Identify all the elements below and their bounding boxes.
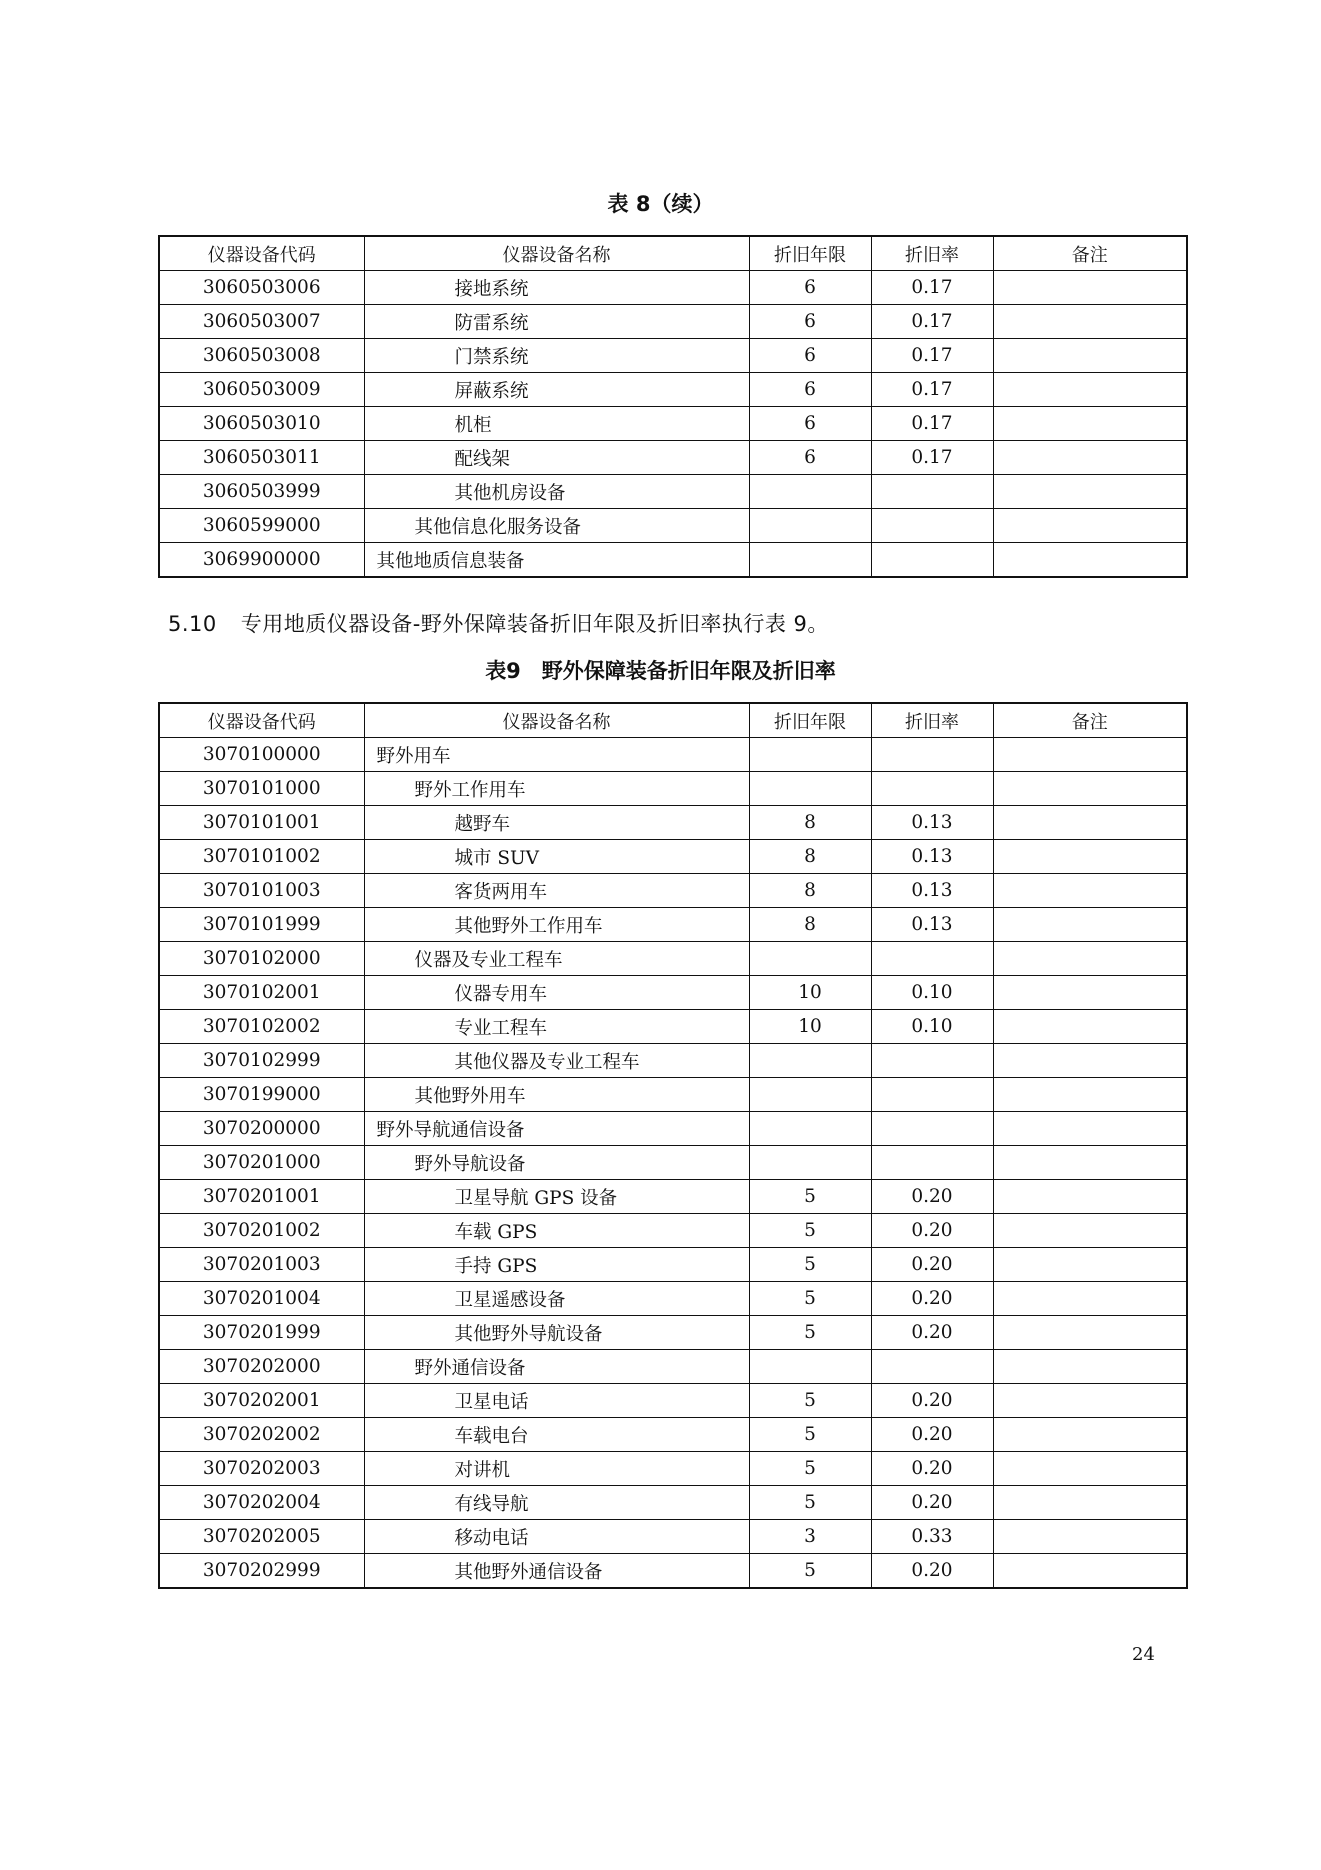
note-cell <box>993 772 1187 806</box>
note-cell <box>993 407 1187 441</box>
rate-cell: 0.17 <box>871 407 993 441</box>
name-cell: 野外导航通信设备 <box>364 1112 749 1146</box>
code-cell: 3070199000 <box>159 1078 364 1112</box>
table-row <box>159 1418 1187 1452</box>
note-cell <box>993 1044 1187 1078</box>
rate-cell: 0.33 <box>871 1520 993 1554</box>
table-row <box>159 1180 1187 1214</box>
rate-cell: 0.20 <box>871 1180 993 1214</box>
table8-caption: 表 8（续） <box>607 192 714 216</box>
years-cell: 5 <box>749 1384 871 1418</box>
code-cell: 3070202004 <box>159 1486 364 1520</box>
name-cell: 有线导航 <box>364 1486 749 1520</box>
header-note: 备注 <box>993 236 1187 271</box>
name-cell: 配线架 <box>364 441 749 475</box>
years-cell: 3 <box>749 1520 871 1554</box>
note-cell <box>993 908 1187 942</box>
table-row <box>159 509 1187 543</box>
years-cell: 6 <box>749 373 871 407</box>
name-cell: 仪器专用车 <box>364 976 749 1010</box>
rate-cell: 0.20 <box>871 1418 993 1452</box>
years-cell <box>749 475 871 509</box>
table-row <box>159 271 1187 305</box>
name-cell: 客货两用车 <box>364 874 749 908</box>
code-cell: 3070102001 <box>159 976 364 1010</box>
table-row <box>159 874 1187 908</box>
name-cell: 卫星电话 <box>364 1384 749 1418</box>
name-cell: 野外工作用车 <box>364 772 749 806</box>
code-cell: 3070201003 <box>159 1248 364 1282</box>
note-cell <box>993 1520 1187 1554</box>
table-row <box>159 1112 1187 1146</box>
table-row <box>159 772 1187 806</box>
rate-cell: 0.10 <box>871 1010 993 1044</box>
name-cell: 其他野外用车 <box>364 1078 749 1112</box>
table-row <box>159 942 1187 976</box>
header-years: 折旧年限 <box>749 703 871 738</box>
table9 <box>158 702 1188 1589</box>
note-cell <box>993 1486 1187 1520</box>
note-cell <box>993 840 1187 874</box>
header-code: 仪器设备代码 <box>159 236 364 271</box>
code-cell: 3060503009 <box>159 373 364 407</box>
table-row <box>159 305 1187 339</box>
rate-cell: 0.20 <box>871 1486 993 1520</box>
years-cell: 10 <box>749 976 871 1010</box>
name-cell: 门禁系统 <box>364 339 749 373</box>
code-cell: 3070201002 <box>159 1214 364 1248</box>
rate-cell: 0.17 <box>871 441 993 475</box>
section-number: 5.10 <box>168 612 217 636</box>
table8-body <box>159 271 1187 578</box>
code-cell: 3070202000 <box>159 1350 364 1384</box>
name-cell: 对讲机 <box>364 1452 749 1486</box>
table-row <box>159 1350 1187 1384</box>
years-cell: 8 <box>749 874 871 908</box>
name-cell: 其他仪器及专业工程车 <box>364 1044 749 1078</box>
code-cell: 3070101001 <box>159 806 364 840</box>
rate-cell: 0.13 <box>871 908 993 942</box>
name-cell: 其他野外通信设备 <box>364 1554 749 1589</box>
table-row <box>159 475 1187 509</box>
note-cell <box>993 1282 1187 1316</box>
rate-cell <box>871 509 993 543</box>
rate-cell: 0.20 <box>871 1316 993 1350</box>
table-row <box>159 441 1187 475</box>
header-years: 折旧年限 <box>749 236 871 271</box>
note-cell <box>993 1452 1187 1486</box>
code-cell: 3060503011 <box>159 441 364 475</box>
rate-cell: 0.20 <box>871 1214 993 1248</box>
rate-cell: 0.20 <box>871 1554 993 1589</box>
rate-cell: 0.20 <box>871 1452 993 1486</box>
note-cell <box>993 1384 1187 1418</box>
table-row <box>159 1486 1187 1520</box>
section-paragraph <box>168 608 829 638</box>
table8-header-row <box>159 236 1187 271</box>
table-row <box>159 1316 1187 1350</box>
code-cell: 3060503007 <box>159 305 364 339</box>
rate-cell <box>871 1350 993 1384</box>
table-row <box>159 1452 1187 1486</box>
name-cell: 城市 SUV <box>364 840 749 874</box>
years-cell: 5 <box>749 1486 871 1520</box>
name-cell: 防雷系统 <box>364 305 749 339</box>
table-row <box>159 407 1187 441</box>
name-cell: 手持 GPS <box>364 1248 749 1282</box>
header-name: 仪器设备名称 <box>364 236 749 271</box>
table-row <box>159 908 1187 942</box>
rate-cell: 0.17 <box>871 339 993 373</box>
years-cell <box>749 1350 871 1384</box>
note-cell <box>993 874 1187 908</box>
code-cell: 3060503006 <box>159 271 364 305</box>
years-cell: 6 <box>749 305 871 339</box>
code-cell: 3060599000 <box>159 509 364 543</box>
name-cell: 越野车 <box>364 806 749 840</box>
table-row <box>159 543 1187 578</box>
code-cell: 3069900000 <box>159 543 364 578</box>
rate-cell <box>871 772 993 806</box>
rate-cell <box>871 942 993 976</box>
table9-caption: 表9 野外保障装备折旧年限及折旧率 <box>485 659 836 683</box>
years-cell: 8 <box>749 908 871 942</box>
rate-cell: 0.20 <box>871 1248 993 1282</box>
table-row <box>159 339 1187 373</box>
table-row <box>159 1044 1187 1078</box>
years-cell <box>749 1146 871 1180</box>
code-cell: 3070202001 <box>159 1384 364 1418</box>
code-cell: 3070101003 <box>159 874 364 908</box>
note-cell <box>993 1350 1187 1384</box>
years-cell <box>749 509 871 543</box>
note-cell <box>993 806 1187 840</box>
note-cell <box>993 373 1187 407</box>
name-cell: 仪器及专业工程车 <box>364 942 749 976</box>
table-row <box>159 1282 1187 1316</box>
header-note: 备注 <box>993 703 1187 738</box>
years-cell: 5 <box>749 1554 871 1589</box>
years-cell <box>749 1044 871 1078</box>
name-cell: 其他野外导航设备 <box>364 1316 749 1350</box>
name-cell: 车载电台 <box>364 1418 749 1452</box>
note-cell <box>993 441 1187 475</box>
note-cell <box>993 339 1187 373</box>
note-cell <box>993 543 1187 578</box>
name-cell: 卫星导航 GPS 设备 <box>364 1180 749 1214</box>
rate-cell <box>871 1112 993 1146</box>
years-cell: 5 <box>749 1418 871 1452</box>
rate-cell: 0.17 <box>871 305 993 339</box>
years-cell: 5 <box>749 1248 871 1282</box>
table-row <box>159 1384 1187 1418</box>
code-cell: 3070100000 <box>159 738 364 772</box>
note-cell <box>993 1112 1187 1146</box>
name-cell: 野外导航设备 <box>364 1146 749 1180</box>
code-cell: 3070102002 <box>159 1010 364 1044</box>
note-cell <box>993 942 1187 976</box>
years-cell: 10 <box>749 1010 871 1044</box>
code-cell: 3070201004 <box>159 1282 364 1316</box>
rate-cell <box>871 543 993 578</box>
note-cell <box>993 1180 1187 1214</box>
code-cell: 3060503008 <box>159 339 364 373</box>
note-cell <box>993 1146 1187 1180</box>
header-code: 仪器设备代码 <box>159 703 364 738</box>
table-row <box>159 1078 1187 1112</box>
years-cell <box>749 738 871 772</box>
rate-cell: 0.17 <box>871 373 993 407</box>
name-cell: 专业工程车 <box>364 1010 749 1044</box>
header-name: 仪器设备名称 <box>364 703 749 738</box>
name-cell: 野外用车 <box>364 738 749 772</box>
rate-cell <box>871 738 993 772</box>
table-row <box>159 1214 1187 1248</box>
years-cell: 6 <box>749 441 871 475</box>
code-cell: 3070202999 <box>159 1554 364 1589</box>
note-cell <box>993 738 1187 772</box>
table-row <box>159 1146 1187 1180</box>
table9-header-row <box>159 703 1187 738</box>
table8 <box>158 235 1188 578</box>
table-row <box>159 1520 1187 1554</box>
note-cell <box>993 1078 1187 1112</box>
table-row <box>159 806 1187 840</box>
code-cell: 3060503999 <box>159 475 364 509</box>
years-cell: 8 <box>749 806 871 840</box>
code-cell: 3060503010 <box>159 407 364 441</box>
name-cell: 车载 GPS <box>364 1214 749 1248</box>
rate-cell <box>871 1146 993 1180</box>
table-row <box>159 373 1187 407</box>
years-cell: 5 <box>749 1282 871 1316</box>
code-cell: 3070101000 <box>159 772 364 806</box>
years-cell: 8 <box>749 840 871 874</box>
section-text: 专用地质仪器设备-野外保障装备折旧年限及折旧率执行表 9。 <box>240 612 829 636</box>
code-cell: 3070202005 <box>159 1520 364 1554</box>
name-cell: 其他地质信息装备 <box>364 543 749 578</box>
name-cell: 接地系统 <box>364 271 749 305</box>
name-cell: 移动电话 <box>364 1520 749 1554</box>
note-cell <box>993 1418 1187 1452</box>
note-cell <box>993 976 1187 1010</box>
rate-cell: 0.10 <box>871 976 993 1010</box>
note-cell <box>993 1316 1187 1350</box>
note-cell <box>993 305 1187 339</box>
rate-cell <box>871 1044 993 1078</box>
code-cell: 3070201999 <box>159 1316 364 1350</box>
code-cell: 3070200000 <box>159 1112 364 1146</box>
page-number: 24 <box>1132 1644 1155 1665</box>
code-cell: 3070101002 <box>159 840 364 874</box>
rate-cell: 0.13 <box>871 840 993 874</box>
name-cell: 其他野外工作用车 <box>364 908 749 942</box>
name-cell: 卫星遥感设备 <box>364 1282 749 1316</box>
years-cell: 5 <box>749 1180 871 1214</box>
name-cell: 野外通信设备 <box>364 1350 749 1384</box>
years-cell: 5 <box>749 1214 871 1248</box>
years-cell: 6 <box>749 339 871 373</box>
table-row <box>159 976 1187 1010</box>
note-cell <box>993 1214 1187 1248</box>
code-cell: 3070102999 <box>159 1044 364 1078</box>
years-cell <box>749 1078 871 1112</box>
years-cell <box>749 772 871 806</box>
rate-cell <box>871 1078 993 1112</box>
code-cell: 3070101999 <box>159 908 364 942</box>
note-cell <box>993 271 1187 305</box>
table-row <box>159 738 1187 772</box>
years-cell: 6 <box>749 271 871 305</box>
years-cell <box>749 942 871 976</box>
note-cell <box>993 1248 1187 1282</box>
rate-cell: 0.17 <box>871 271 993 305</box>
table-row <box>159 1554 1187 1589</box>
note-cell <box>993 1554 1187 1589</box>
years-cell: 5 <box>749 1452 871 1486</box>
rate-cell: 0.13 <box>871 874 993 908</box>
code-cell: 3070201000 <box>159 1146 364 1180</box>
code-cell: 3070202002 <box>159 1418 364 1452</box>
header-rate: 折旧率 <box>871 703 993 738</box>
table-row <box>159 1010 1187 1044</box>
header-rate: 折旧率 <box>871 236 993 271</box>
rate-cell: 0.20 <box>871 1282 993 1316</box>
note-cell <box>993 1010 1187 1044</box>
code-cell: 3070201001 <box>159 1180 364 1214</box>
code-cell: 3070102000 <box>159 942 364 976</box>
name-cell: 其他信息化服务设备 <box>364 509 749 543</box>
note-cell <box>993 509 1187 543</box>
code-cell: 3070202003 <box>159 1452 364 1486</box>
years-cell <box>749 543 871 578</box>
table-row <box>159 840 1187 874</box>
name-cell: 机柜 <box>364 407 749 441</box>
name-cell: 屏蔽系统 <box>364 373 749 407</box>
years-cell <box>749 1112 871 1146</box>
name-cell: 其他机房设备 <box>364 475 749 509</box>
table9-body <box>159 738 1187 1589</box>
note-cell <box>993 475 1187 509</box>
rate-cell <box>871 475 993 509</box>
years-cell: 6 <box>749 407 871 441</box>
years-cell: 5 <box>749 1316 871 1350</box>
rate-cell: 0.13 <box>871 806 993 840</box>
table-row <box>159 1248 1187 1282</box>
rate-cell: 0.20 <box>871 1384 993 1418</box>
